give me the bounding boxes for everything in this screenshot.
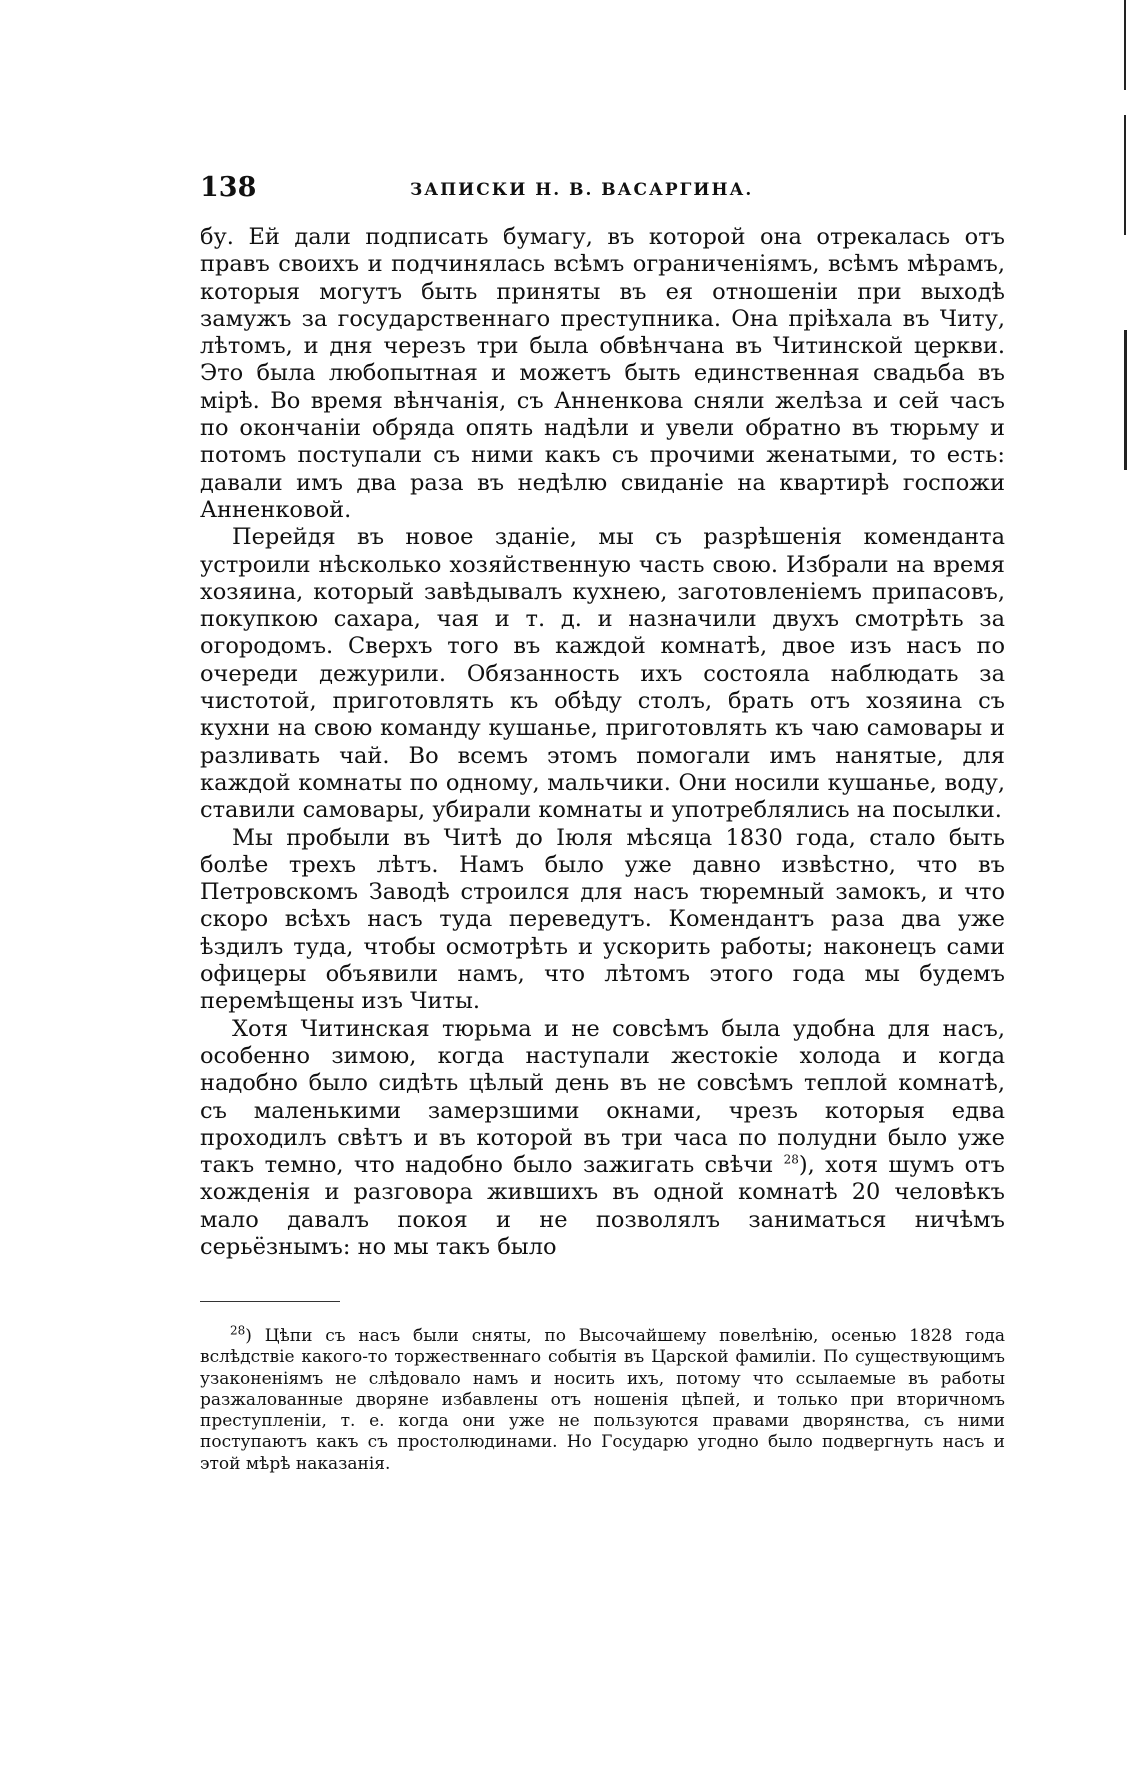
page-number: 138 [200,172,257,203]
footnote-reference: 28 [783,1152,799,1167]
page-header [200,168,1005,210]
book-page [200,168,1005,1475]
page-edge-mark [1124,0,1126,90]
paragraph: Перейдя въ новое зданіе, мы съ разрѣшенія коменданта устроили нѣсколько хозяйственную часть свою. Избрали на время хозяина, который завѣдывалъ кухнею, заготовленіемъ припасовъ, покупкою сахара, чая и т. д. и назначили двухъ смотрѣть за огородомъ. Сверхъ того въ каждой комнатѣ, двое изъ насъ по очереди дежурили. Обязанность ихъ состояла наблюдать за чистотой, приготовлять къ обѣду столъ, брать отъ хозяина съ кухни на свою команду кушанье, приготовлять къ чаю самовары и разливать чай. Во всемъ этомъ помогали имъ нанятые, для каждой комнаты по одному, мальчики. Они носили кушанье, воду, ставили самовары, убирали комнаты и употреблялись на посылки. [200,524,1005,824]
page-edge-mark [1124,330,1127,470]
page-edge-mark [1124,115,1126,235]
main-text [200,224,1005,1261]
running-title: ЗАПИСКИ Н. В. ВАСАРГИНА. [410,180,754,200]
paragraph-text: Хотя Читинская тюрьма и не совсѣмъ была удобна для насъ, особенно зимою, когда наступали жестокіе холода и когда надобно было сидѣть цѣлый день въ не совсѣмъ теплой комнатѣ, съ маленькими замерзшими окнами, чрезъ которыя едва проходилъ свѣтъ и въ которой въ три часа по полудни было уже такъ темно, что надобно было зажигать свѣчи [200,1015,1005,1179]
footnote-text: ) Цѣпи съ насъ были сняты, по Высочайшему повелѣнію, осенью 1828 года вслѣдствіе какого-то торжественнаго событія въ Царской фамиліи. По существующимъ узаконеніямъ не слѣдовало намъ и носить ихъ, потому что ссылаемые въ работы разжалованные дворяне избавлены отъ ношенія цѣпей, и только при вторичномъ преступленіи, т. е. когда они уже не пользуются правами дворянства, съ ними поступаютъ какъ съ простолюдинами. Но Государю угодно было подвергнуть насъ и этой мѣрѣ наказанія. [200,1326,1005,1474]
paragraph: бу. Ей дали подписать бумагу, въ которой она отрекалась отъ правъ своихъ и подчинялась всѣмъ ограниченіямъ, всѣмъ мѣрамъ, которыя могутъ быть приняты въ ея отношеніи при выходѣ замужъ за государственнаго преступника. Она пріѣхала въ Читу, лѣтомъ, и дня черезъ три была обвѣнчана въ Читинской церкви. Это была любопытная и можетъ быть единственная свадьба въ мірѣ. Во время вѣнчанія, съ Анненкова сняли желѣза и сей часъ по окончаніи обряда опять надѣли и увели обратно въ тюрьму и потомъ поступали съ ними какъ съ прочими женатыми, то есть: давали имъ два раза въ недѣлю свиданіе на квартирѣ госпожи Анненковой. [200,224,1005,523]
paragraph-text: ), хотя шумъ отъ хожденія и разговора жившихъ въ одной комнатѣ 20 человѣкъ мало давалъ покоя и не позволялъ заниматься ничѣмъ серьёзнымъ: но мы такъ было [200,1152,1005,1260]
paragraph: Мы пробыли въ Читѣ до Іюля мѣсяца 1830 года, стало быть болѣе трехъ лѣтъ. Намъ было уже давно извѣстно, что въ Петровскомъ Заводѣ строился для насъ тюремный замокъ, и что скоро всѣхъ насъ туда переведутъ. Комендантъ раза два уже ѣздилъ туда, чтобы осмотрѣть и ускорить работы; наконецъ сами офицеры объявили намъ, что лѣтомъ этого года мы будемъ перемѣщены изъ Читы. [200,824,1005,1015]
footnote-mark: 28 [230,1323,246,1338]
footnote-divider [200,1301,340,1302]
paragraph [200,1016,1005,1262]
footnote [200,1323,1005,1474]
